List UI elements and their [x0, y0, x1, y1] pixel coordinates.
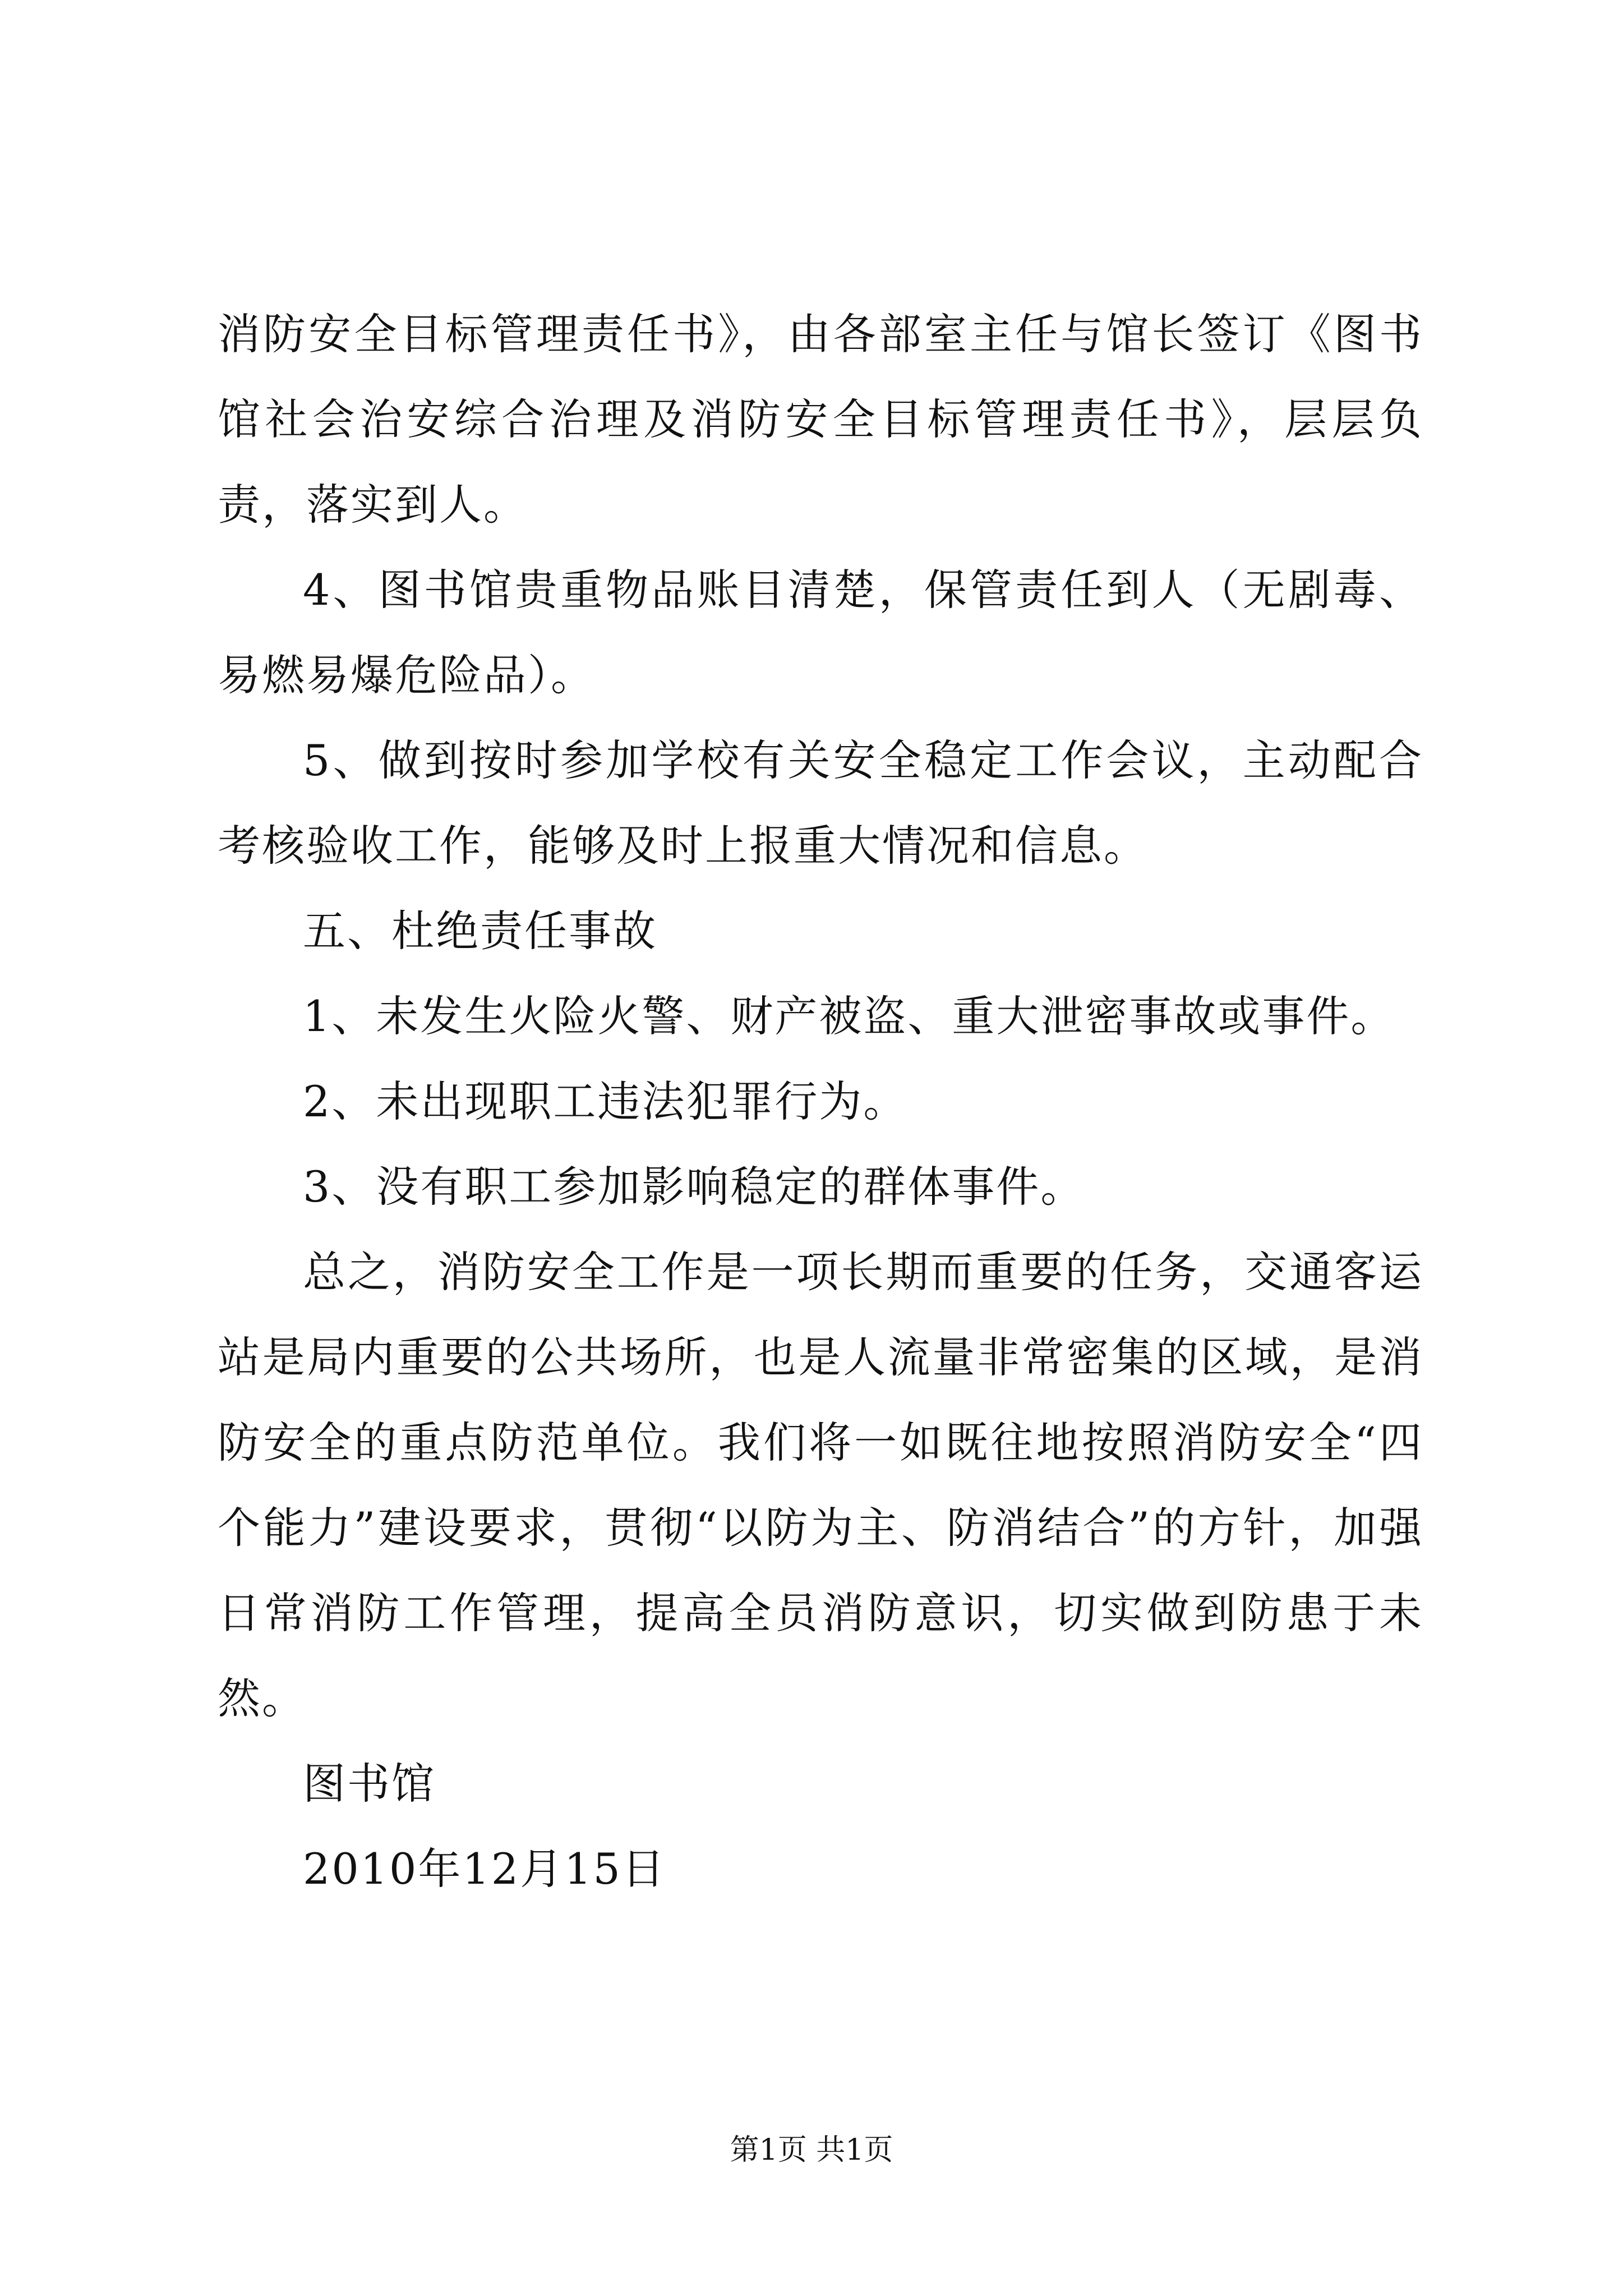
page-footer [0, 2131, 1623, 2170]
paragraph-continuation: 消防安全目标管理责任书》，由各部室主任与馆长签订《图书馆社会治安综合治理及消防安全目标管理责任书》，层层负责，落实到人。 [218, 309, 1423, 530]
paragraph-item-1: 1、未发生火险火警、财产被盗、重大泄密事故或事件。 [303, 991, 1395, 1041]
document-body [218, 292, 1423, 1912]
paragraph-summary: 总之，消防安全工作是一项长期而重要的任务，交通客运站是局内重要的公共场所，也是人流量非常密集的区域，是消防安全的重点防范单位。我们将一如既往地按照消防安全“四个能力”建设要求，贯彻“以防为主、防消结合”的方针，加强日常消防工作管理，提高全员消防意识，切实做到防患于未然。 [218, 1247, 1423, 1723]
paragraph-item-5: 5、做到按时参加学校有关安全稳定工作会议，主动配合考核验收工作，能够及时上报重大情况和信息。 [218, 735, 1423, 871]
signature-organization: 图书馆 [303, 1759, 436, 1809]
page-number-label: 第1页 共1页 [730, 2133, 893, 2167]
paragraph-item-3: 3、没有职工参加影响稳定的群体事件。 [303, 1162, 1085, 1212]
signature-date: 2010年12月15日 [303, 1844, 666, 1894]
paragraph-item-2: 2、未出现职工违法犯罪行为。 [303, 1076, 908, 1126]
paragraph-item-4: 4、图书馆贵重物品账目清楚，保管责任到人（无剧毒、易燃易爆危险品）。 [218, 565, 1423, 700]
section-heading-five: 五、杜绝责任事故 [303, 906, 657, 956]
